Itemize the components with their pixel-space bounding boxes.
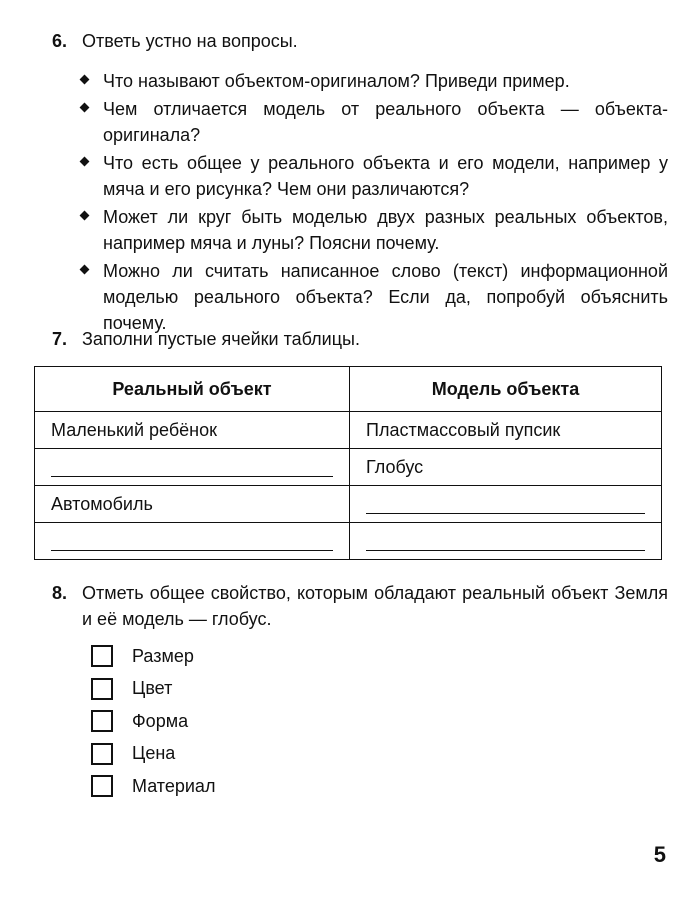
table-cell: Пластмассовый пупсик	[350, 412, 662, 449]
answer-blank-cell[interactable]	[350, 523, 662, 560]
answer-line	[366, 513, 645, 514]
task-6-prompt: Ответь устно на вопросы.	[82, 31, 298, 51]
task-8-options	[91, 640, 215, 803]
option-checkbox[interactable]	[91, 645, 113, 667]
option-item	[91, 738, 215, 771]
task-8	[52, 580, 668, 632]
table-cell: Автомобиль	[35, 486, 350, 523]
task-8-number: 8.	[52, 583, 68, 603]
answer-line	[51, 476, 333, 477]
task-8-prompt: Отметь общее свойство, которым обладают реальный объект Земля и её модель — глобус.	[82, 583, 668, 629]
task-7-number: 7.	[52, 329, 68, 349]
question-item: Что есть общее у реального объекта и его модели, например у мяча и его рисунка? Чем они различаются?	[103, 150, 668, 202]
option-item	[91, 770, 215, 803]
question-item: Можно ли считать написанное слово (текст) информационной моделью реального объекта? Если да, попробуй объяснить почему.	[103, 258, 668, 336]
table-row	[35, 486, 662, 523]
objects-table	[34, 366, 662, 560]
table-header-row	[35, 367, 662, 412]
question-item: Чем отличается модель от реального объекта — объекта-оригинала?	[103, 96, 668, 148]
question-item: Может ли круг быть моделью двух разных реальных объектов, например мяча и луны? Поясни почему.	[103, 204, 668, 256]
option-label: Форма	[132, 710, 189, 731]
option-item	[91, 705, 215, 738]
answer-blank-cell[interactable]	[350, 486, 662, 523]
table-row	[35, 523, 662, 560]
header-object-model: Модель объекта	[350, 367, 662, 412]
answer-blank-cell[interactable]	[35, 523, 350, 560]
table-row	[35, 412, 662, 449]
header-real-object: Реальный объект	[35, 367, 350, 412]
option-label: Материал	[132, 775, 216, 796]
task-7	[52, 326, 668, 352]
option-label: Цена	[132, 743, 176, 764]
option-checkbox[interactable]	[91, 710, 113, 732]
option-label: Цвет	[132, 678, 173, 699]
option-checkbox[interactable]	[91, 678, 113, 700]
task-6	[52, 28, 668, 338]
option-checkbox[interactable]	[91, 775, 113, 797]
answer-blank-cell[interactable]	[35, 449, 350, 486]
answer-line	[51, 550, 333, 551]
option-label: Размер	[132, 645, 194, 666]
answer-line	[366, 550, 645, 551]
option-checkbox[interactable]	[91, 743, 113, 765]
table-row	[35, 449, 662, 486]
page-number: 5	[653, 842, 666, 867]
task-7-prompt: Заполни пустые ячейки таблицы.	[82, 329, 360, 349]
option-item	[91, 640, 215, 673]
task-6-number: 6.	[52, 31, 68, 51]
task-6-questions	[52, 68, 668, 336]
table-cell: Глобус	[350, 449, 662, 486]
question-item: Что называют объектом-оригиналом? Приведи пример.	[103, 68, 668, 94]
option-item	[91, 673, 215, 706]
table-cell: Маленький ребёнок	[35, 412, 350, 449]
